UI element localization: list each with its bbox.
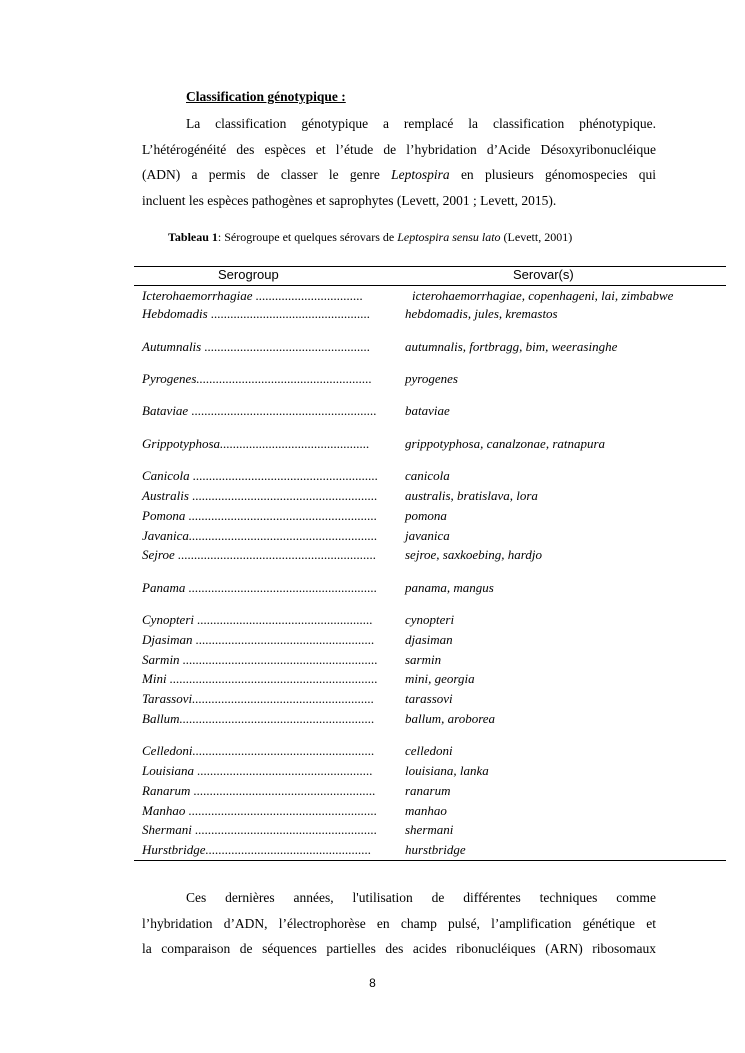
serovars-cell: sejroe, saxkoebing, hardjo — [405, 547, 542, 562]
serogroup-cell: Canicola ......................................................... — [142, 468, 379, 483]
serogroup-cell: Manhao .......................................................... — [142, 803, 378, 818]
serogroup-cell: Sarmin ............................................................ — [142, 652, 378, 667]
serovars-cell: ballum, aroborea — [405, 711, 496, 726]
serovars-cell: australis, bratislava, lora — [405, 488, 538, 503]
serovars-cell: louisiana, lanka — [405, 763, 489, 778]
serovars-cell: sarmin — [405, 652, 442, 667]
serogroup-cell: Sejroe ............................................................. — [142, 547, 377, 562]
serogroup-cell: Mini ................................................................ — [142, 671, 378, 686]
serogroup-cell: Cynopteri ...................................................... — [142, 612, 373, 627]
paragraph-line: l’hybridation d’ADN, l’électrophorèse en champ pulsé, l’amplification génétique et — [142, 915, 656, 931]
serovars-cell: ranarum — [405, 783, 451, 798]
serovars-cell: panama, mangus — [405, 580, 494, 595]
serovars-cell: mini, georgia — [405, 671, 475, 686]
serovars-cell: autumnalis, fortbragg, bim, weerasinghe — [405, 339, 618, 354]
serovars-cell: shermani — [405, 822, 454, 837]
serogroup-cell: Shermani ........................................................ — [142, 822, 378, 837]
caption-label: Tableau 1 — [168, 230, 218, 244]
serovars-cell: icterohaemorrhagiae, copenhageni, lai, zimbabwe — [412, 288, 674, 303]
serogroup-cell: Australis ......................................................... — [142, 488, 378, 503]
paragraph-line: la comparaison de séquences partielles des acides ribonucléiques (ARN) ribosomaux — [142, 941, 656, 957]
table-header-serogroup: Serogroup — [218, 267, 279, 282]
serovars-cell: hurstbridge — [405, 842, 466, 857]
serogroup-cell: Javanica.......................................................... — [142, 528, 378, 543]
serogroup-cell: Louisiana ...................................................... — [142, 763, 373, 778]
table-header-serovars: Serovar(s) — [513, 267, 574, 282]
serogroup-cell: Tarassovi........................................................ — [142, 691, 375, 706]
serovars-cell: manhao — [405, 803, 447, 818]
serogroup-cell: Pomona .......................................................... — [142, 508, 378, 523]
serogroup-cell: Pyrogenes...................................................... — [142, 371, 372, 386]
paragraph-line: (ADN) a permis de classer le genre Leptospira en plusieurs génomospecies qui — [142, 167, 656, 183]
serovars-cell: pyrogenes — [405, 371, 458, 386]
serovars-cell: bataviae — [405, 403, 450, 418]
serogroup-cell: Ranarum ........................................................ — [142, 783, 376, 798]
serogroup-cell: Celledoni........................................................ — [142, 743, 375, 758]
serovars-cell: cynopteri — [405, 612, 455, 627]
serovars-cell: djasiman — [405, 632, 453, 647]
serogroup-cell: Ballum............................................................ — [142, 711, 375, 726]
serogroup-cell: Djasiman ....................................................... — [142, 632, 375, 647]
paragraph-line: incluent les espèces pathogènes et saprophytes (Levett, 2001 ; Levett, 2015). — [142, 193, 557, 209]
serovars-cell: canicola — [405, 468, 450, 483]
serovars-cell: hebdomadis, jules, kremastos — [405, 306, 558, 321]
serovars-cell: javanica — [405, 528, 450, 543]
section-title: Classification génotypique : — [186, 89, 346, 104]
page-number: 8 — [369, 976, 376, 990]
caption-italic: Leptospira sensu lato — [397, 230, 501, 244]
paragraph-line: L’hétérogénéité des espèces et l’étude de l’hybridation d’Acide Désoxyribonucléique — [142, 141, 656, 157]
paragraph-2 — [142, 885, 656, 962]
serogroup-cell: Autumnalis ................................................... — [142, 339, 371, 354]
table-header-rule — [134, 285, 726, 286]
table-bottom-rule — [134, 860, 726, 861]
caption-source: (Levett, 2001) — [500, 230, 573, 244]
serogroup-cell: Bataviae ......................................................... — [142, 403, 377, 418]
paragraph-line: Ces dernières années, l'utilisation de différentes techniques comme — [186, 890, 656, 905]
serogroup-cell: Hebdomadis ................................................. — [142, 306, 371, 321]
serogroup-cell: Icterohaemorrhagiae ................................. — [142, 288, 363, 303]
genus-name: Leptospira — [391, 167, 450, 183]
caption-text: : Sérogroupe et quelques sérovars de — [217, 230, 398, 244]
paragraph-line: La classification génotypique a remplacé la classification phénotypique. — [186, 116, 656, 131]
serovars-cell: pomona — [405, 508, 447, 523]
serovars-cell: celledoni — [405, 743, 453, 758]
serovars-cell: tarassovi — [405, 691, 453, 706]
serogroup-cell: Grippotyphosa.............................................. — [142, 436, 370, 451]
table-caption — [168, 230, 572, 245]
paragraph-1 — [142, 111, 656, 214]
serovars-cell: grippotyphosa, canalzonae, ratnapura — [405, 436, 606, 451]
serogroup-cell: Panama .......................................................... — [142, 580, 378, 595]
serogroup-cell: Hurstbridge................................................... — [142, 842, 372, 857]
